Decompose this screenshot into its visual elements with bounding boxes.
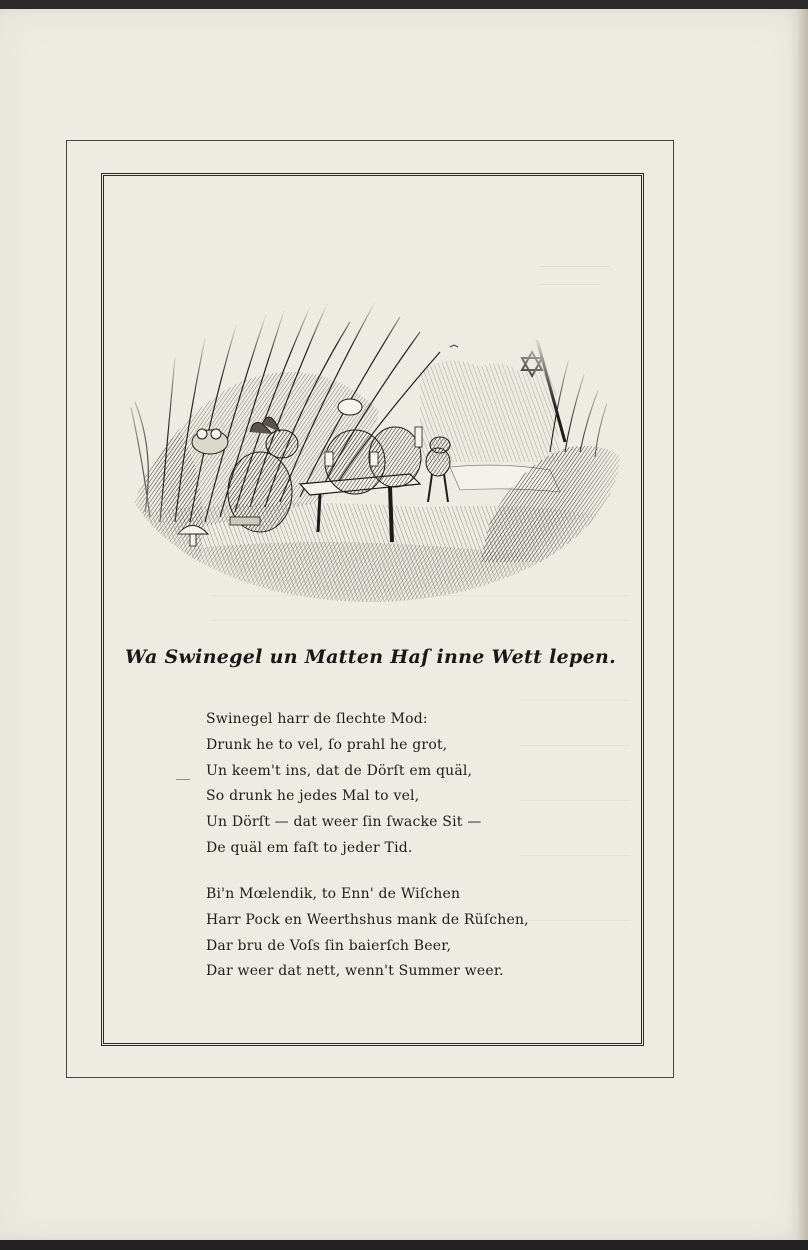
poem-line: Un Dörſt — dat weer ſin ſwacke Sit — — [206, 814, 482, 831]
poem-line: Swinegel harr de ſlechte Mod: — [206, 711, 428, 727]
page-edge — [798, 9, 808, 1240]
poem-line: Bi'n Mœlendik, to Enn' de Wiſchen — [206, 886, 461, 902]
scan-bottom-border — [0, 1240, 808, 1250]
poem-line: Drunk he to vel, ſo prahl he grot, — [206, 736, 448, 753]
engraving-illustration — [120, 262, 625, 604]
poem-stanza-1 — [206, 707, 481, 862]
poem-stanza-2 — [206, 882, 529, 985]
ink-mark — [176, 779, 190, 780]
poem-line: Dar bru de Voſs ſin baierſch Beer, — [206, 937, 452, 954]
poem-line: Harr Pock en Weerthshus mank de Rüſchen, — [206, 911, 529, 928]
poem-line: Un keem't ins, dat de Dörſt em quäl, — [206, 762, 473, 779]
poem-line: Dar weer dat nett, wenn't Summer weer. — [206, 963, 504, 980]
poem-line: De quäl em faſt to jeder Tid. — [206, 839, 413, 856]
poem-line: So drunk he jedes Mal to vel, — [206, 788, 420, 805]
page-title: Wa Swinegel un Matten Haſ inne Wett lepen. — [124, 646, 617, 668]
